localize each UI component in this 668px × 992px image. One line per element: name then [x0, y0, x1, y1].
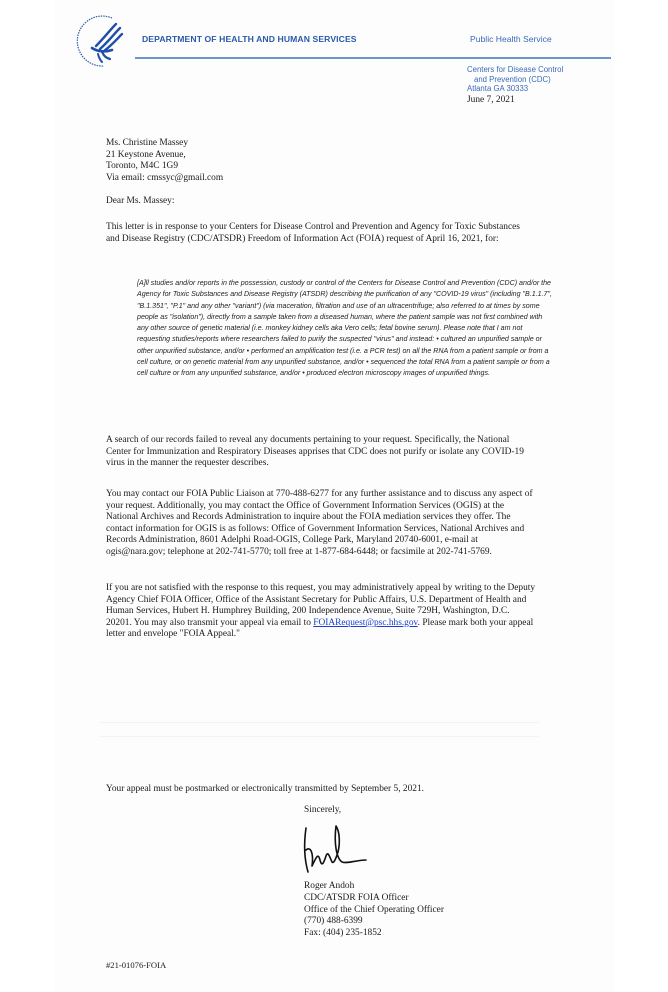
signer-fax: Fax: (404) 235-1852	[304, 928, 382, 939]
appeal-deadline: Your appeal must be postmarked or electronically transmitted by September 5, 2021.	[106, 784, 424, 794]
search-result-paragraph: A search of our records failed to reveal any documents pertaining to your request. Specifically, the National Center for Immunization and Respiratory Diseases apprises that CDC does not purify or isolate any COVID-19 virus in the manner the requester describes.	[106, 435, 524, 469]
intro-paragraph: This letter is in response to your Centers for Disease Control and Prevention and Agency for Toxic Substances and Disease Registry (CDC/ATSDR) Freedom of Information Act (FOIA) request of April 16, 2021, for:	[106, 222, 520, 244]
hhs-eagle-seal-icon	[72, 12, 130, 70]
signer-title: CDC/ATSDR FOIA Officer	[304, 892, 409, 903]
service-name: Public Health Service	[470, 34, 552, 44]
signer-office: Office of the Chief Operating Officer	[304, 904, 444, 915]
appeal-text-after: . Please mark both your appeal letter and envelope "FOIA Appeal."	[106, 617, 534, 640]
signer-block	[304, 881, 444, 940]
quoted-request-block: [A]ll studies and/or reports in the possession, custody or control of the Centers for Disease Control and Prevention (CDC) and/or the Agency for Toxic Substances and Disease Registry (ATSDR) describing the purification of any "COVID-19 virus" (including "B.1.1.7", "B.1.351", "P.1" and any other "variant") (via maceration, filtration and use of an ultracentrifuge; also referred to at times by some people as "isolation"), directly from a sample taken from a diseased human, where the patient sample was not first combined with any other source of genetic material (i.e. monkey kidney cells aka Vero cells; fetal bovine serum). Please note that I am not requesting studies/reports where researchers failed to purify the suspected "virus" and instead: • cultured an unpurified sample or other unpurified substance, and/or • performed an amplification test (i.e. a PCR test) on all the RNA from a patient sample or from a cell culture, or on genetic material from any unpurified substance, and/or • sequenced the total RNA from a patient sample or from a cell culture or from any unpurified substance, and/or • produced electron microscopy images of unpurified things.	[137, 279, 552, 378]
appeal-text-before: If you are not satisfied with the response to this request, you may administratively appeal by writing to the Deputy Agency Chief FOIA Officer, Office of the Assistant Secretary for Public Affairs, U.S. Department of Health and Human Services, Hubert H. Humphrey Building, 200 Independence Avenue, Suite 729H, Washington, D.C. 20201. You may also transmit your appeal via email to	[106, 583, 536, 628]
page-seam-divider	[99, 736, 539, 737]
reference-number: #21-01076-FOIA	[106, 960, 167, 970]
appeal-paragraph	[106, 583, 536, 641]
letterhead-rule-divider	[135, 57, 611, 59]
appeal-email-link[interactable]: FOIARequest@psc.hhs.gov	[313, 617, 418, 628]
agency-address	[467, 65, 563, 94]
agency-line-2: and Prevention (CDC)	[474, 74, 551, 84]
contact-paragraph: You may contact our FOIA Public Liaison at 770-488-6277 for any further assistance and to discuss any aspect of your request. Additionally, you may contact the Office of Government Information Services (OGIS) at the National Archives and Records Administration to inquire about the FOIA mediation services they offer. The contact information for OGIS is as follows: Office of Government Information Services, National Archives and Records Administration, 8601 Adelphi Road-OGIS, College Park, Maryland 20740-6001, e-mail at ogis@nara.gov; telephone at 202-741-5770; toll free at 1-877-684-6448; or facsimile at 202-741-5769.	[106, 489, 533, 557]
recipient-city: Toronto, M4C 1G9	[106, 161, 179, 172]
recipient-email: Via email: cmssyc@gmail.com	[106, 173, 224, 184]
signer-phone: (770) 488-6399	[304, 916, 363, 927]
letter-date: June 7, 2021	[467, 95, 515, 105]
signer-name: Roger Andoh	[304, 881, 355, 891]
recipient-name: Ms. Christine Massey	[106, 138, 189, 148]
recipient-street: 21 Keystone Avenue,	[106, 149, 186, 160]
valediction: Sincerely,	[304, 805, 342, 815]
recipient-address	[106, 138, 223, 185]
agency-line-3: Atlanta GA 30333	[467, 84, 529, 93]
agency-line-1: Centers for Disease Control	[467, 65, 564, 74]
salutation: Dear Ms. Massey:	[106, 196, 175, 206]
department-name: DEPARTMENT OF HEALTH AND HUMAN SERVICES	[142, 34, 357, 44]
handwritten-signature-icon	[300, 822, 380, 880]
page-seam-divider	[99, 722, 539, 723]
